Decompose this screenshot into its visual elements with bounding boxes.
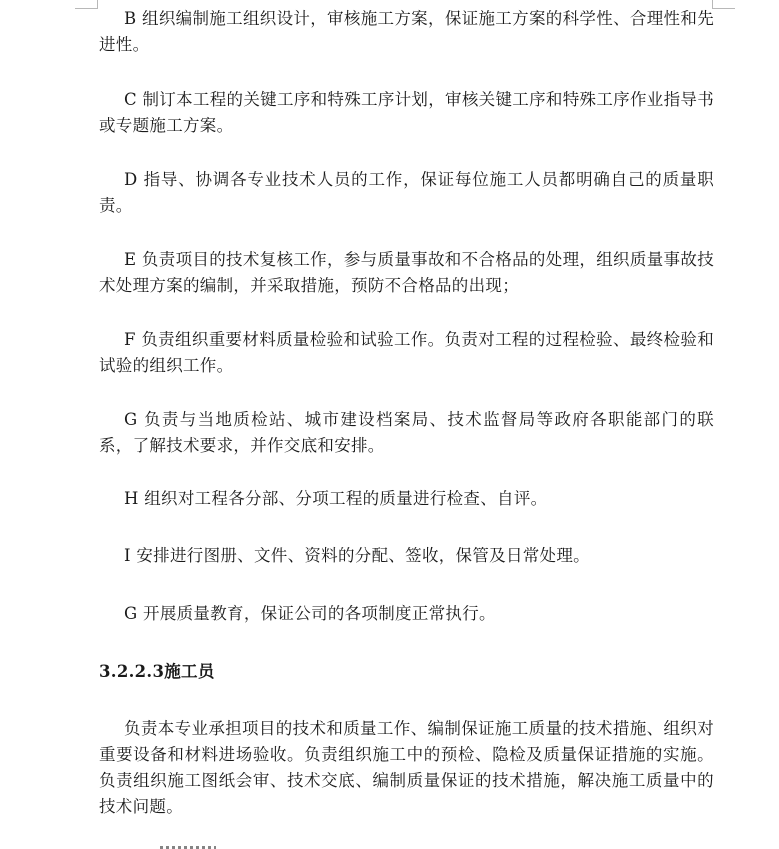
paragraph-d-text: D 指导、协调各专业技术人员的工作，保证每位施工人员都明确自己的质量职责。 [99, 170, 714, 215]
page-corner-mark-right [712, 0, 735, 9]
paragraph-i-text: I 安排进行图册、文件、资料的分配、签收，保管及日常处理。 [124, 546, 590, 565]
paragraph-e [99, 247, 714, 299]
paragraph-h-text: H 组织对工程各分部、分项工程的质量进行检查、自评。 [124, 489, 548, 508]
section-body-text: 负责本专业承担项目的技术和质量工作、编制保证施工质量的技术措施、组织对重要设备和材料进场验收。负责组织施工中的预检、隐检及质量保证措施的实施。负责组织施工图纸会审、技术交底、编制质量保证的技术措施，解决施工质量中的技术问题。 [99, 719, 714, 816]
cut-off-next-heading [160, 840, 220, 849]
paragraph-g-text: G 负责与当地质检站、城市建设档案局、技术监督局等政府各职能部门的联系，了解技术要求，并作交底和安排。 [99, 410, 714, 455]
paragraph-e-text: E 负责项目的技术复核工作，参与质量事故和不合格品的处理，组织质量事故技术处理方案的编制，并采取措施，预防不合格品的出现； [99, 250, 714, 295]
paragraph-g [99, 407, 714, 459]
paragraph-g2 [99, 601, 714, 627]
paragraph-h [99, 486, 714, 512]
paragraph-g2-text: G 开展质量教育，保证公司的各项制度正常执行。 [124, 604, 496, 623]
paragraph-c-text: C 制订本工程的关键工序和特殊工序计划，审核关键工序和特殊工序作业指导书或专题施工方案。 [99, 90, 714, 135]
paragraph-d [99, 167, 714, 219]
paragraph-f [99, 327, 714, 379]
paragraph-b [99, 6, 714, 58]
paragraph-c [99, 87, 714, 139]
section-heading: 3.2.2.3施工员 [99, 662, 215, 681]
page-corner-mark-left [75, 0, 98, 9]
paragraph-i [99, 543, 714, 569]
paragraph-b-text: B 组织编制施工组织设计，审核施工方案，保证施工方案的科学性、合理性和先进性。 [99, 9, 714, 54]
section-body [99, 716, 714, 820]
paragraph-f-text: F 负责组织重要材料质量检验和试验工作。负责对工程的过程检验、最终检验和试验的组织工作。 [99, 330, 714, 375]
